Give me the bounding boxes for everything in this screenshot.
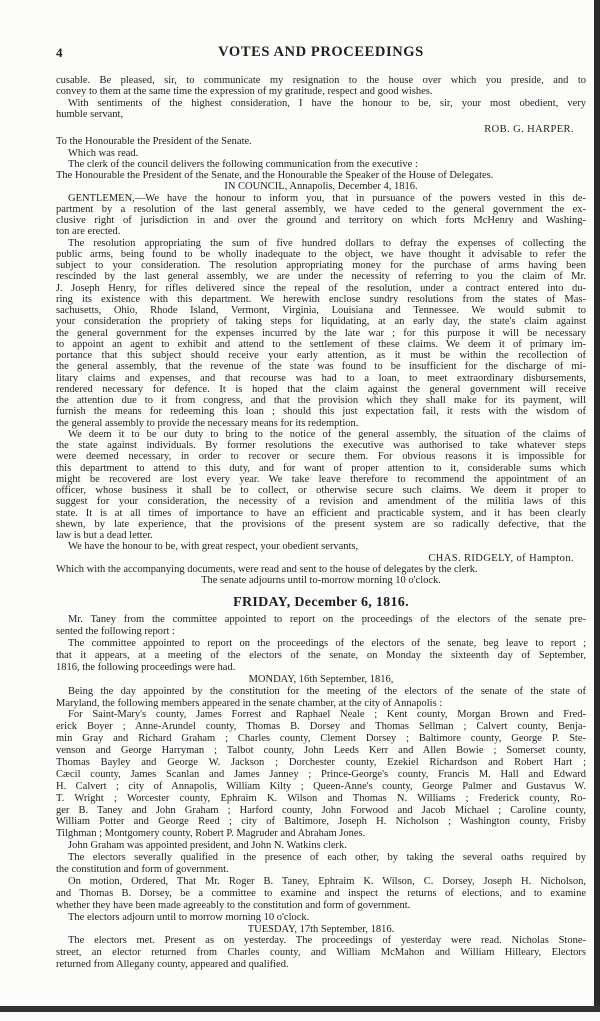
paragraph	[56, 98, 586, 121]
text-line: GENTLEMEN,—We have the honour to inform you, that in pursuance of the powers vested in this de-	[68, 192, 586, 204]
text-line: partment by a resolution of the last general assembly, we have ceded to the general government the ex-	[56, 203, 586, 215]
text-line: MONDAY, 16th September, 1816,	[248, 673, 394, 685]
paragraph	[56, 709, 586, 840]
text-line: whether they have been made agreeably to the constitution and form of government.	[56, 899, 411, 911]
paragraph	[56, 912, 586, 924]
text-line: John Graham was appointed president, and John N. Watkins clerk.	[68, 840, 347, 852]
text-line: the general government for the expenses incurred by the late war ; for this purpose it will be necessary	[56, 327, 586, 339]
text-line: returned from Allegany county, appeared and qualified.	[56, 959, 289, 971]
text-line: and Thomas B. Dorsey, be a committee to examine and inspect the returns of elections, and to examine	[56, 887, 586, 899]
text-line: sented the following report :	[56, 626, 175, 638]
text-line: ring its existence with this department. We herewith enclose sundry resolutions from the states of Mas-	[56, 293, 586, 305]
text-line: The electors severally qualified in the presence of each other, by taking the several oaths required by	[68, 852, 586, 864]
text-line: to appoint an agent to exhibit and attend to the settlement of these claims. We deem it of primary im-	[56, 338, 586, 350]
centered-line	[56, 575, 586, 586]
text-line: The clerk of the council delivers the following communication from the executive :	[68, 158, 418, 170]
section-heading	[56, 595, 586, 611]
paragraph	[56, 136, 586, 147]
paragraph	[56, 541, 586, 552]
paragraph	[56, 876, 586, 912]
text-line: the constitution and form of government.	[56, 864, 229, 876]
centered-line	[56, 181, 586, 192]
text-line: The Honourable the President of the Senate, and the Honourable the Speaker of the House of Delegates.	[56, 170, 494, 181]
running-title: VOTES AND PROCEEDINGS	[218, 44, 424, 60]
text-line: min Gray and Richard Graham ; Charles county, Clement Dorsey ; Baltimore county, George P. Ste-	[56, 733, 586, 745]
text-line: the general assembly, that the revenue of the state was found to be insufficient for the discharge of mi-	[56, 361, 586, 373]
scan-edge-right	[594, 0, 600, 1012]
text-line: the general assembly to provide the necessary means for its redemption.	[56, 417, 359, 429]
text-line: ROB. G. HARPER.	[484, 124, 574, 135]
text-line: Being the day appointed by the constitution for the meeting of the electors of the senate of the state of	[68, 685, 586, 697]
page-header	[56, 44, 586, 62]
paragraph	[56, 638, 586, 674]
centered-line	[56, 924, 586, 936]
text-line: ton are erected.	[56, 226, 121, 238]
text-line: Maryland, the following members appeared in the senate chamber, at the city of Annapolis :	[56, 697, 443, 709]
text-line: that it appears, at a meeting of the electors of the senate, on Monday the sixteenth day of September,	[56, 649, 586, 661]
paragraph	[56, 840, 586, 852]
text-line: H. Calvert ; city of Annapolis, William Kilty ; Queen-Anne's county, George Palmer and Gustavus W.	[56, 780, 586, 792]
paragraph	[56, 614, 586, 638]
document-body	[56, 75, 586, 971]
text-line: 1816, the following proceedings were had.	[56, 661, 236, 673]
signature	[56, 124, 586, 135]
paragraph	[56, 148, 586, 159]
text-line: The resolution appropriating the sum of five hundred dollars to defray the expenses of collecting the	[68, 237, 586, 249]
text-line: Mr. Taney from the committee appointed to report on the proceedings of the electors of the senate pre-	[68, 614, 586, 626]
text-line: street, an elector returned from Charles county, and William McMahon and William Hilleary, Electors	[56, 947, 586, 959]
text-line: We have the honour to be, with great respect, your obedient servants,	[68, 541, 359, 553]
text-line: We deem it to be our duty to bring to the notice of the general assembly, the situation of the claims of	[68, 428, 586, 440]
paragraph	[56, 193, 586, 238]
text-line: Cæcil county, James Scanlan and James Janney ; Prince-George's county, Francis M. Hall and Edward	[56, 768, 586, 780]
page-number: 4	[56, 45, 63, 60]
paragraph	[56, 170, 586, 181]
paragraph	[56, 686, 586, 710]
text-line: sachusetts, Ohio, Rhode Island, Vermont, Virginia, Louisiana and Tennessee. We would submit to	[56, 305, 586, 316]
text-line: your consideration the propriety of taking steps for liquidating, at an early day, the state's claim against	[56, 316, 586, 328]
text-line: FRIDAY, December 6, 1816.	[233, 595, 409, 611]
text-line: law is but a dead letter.	[56, 530, 153, 541]
text-line: rendered necessary for defence. It is hoped that the claim against the general government will receive	[56, 383, 586, 395]
scan-edge-bottom	[0, 1006, 600, 1012]
signature	[56, 553, 586, 564]
text-line: suggest for your consideration, the necessity of a revision and amendment of the militia laws of this	[56, 496, 586, 508]
paragraph	[56, 564, 586, 575]
paragraph	[56, 935, 586, 971]
text-line: To the Honourable the President of the Senate.	[56, 136, 252, 148]
text-line: William Potter and George Reed ; city of Baltimore, Joseph H. Nicholson ; Washington county, Frisby	[56, 816, 586, 828]
text-line: CHAS. RIDGELY, of Hampton.	[428, 552, 574, 564]
paragraph	[56, 159, 586, 170]
text-line: shewn, by late experience, that the provisions of the present system are so radically defective, that the	[56, 518, 586, 530]
text-line: Which was read.	[68, 147, 139, 159]
text-line: state. It is at all times of importance to have an efficient and practicable system, and it has been clearly	[56, 507, 586, 519]
text-line: The senate adjourns until to-morrow morning 10 o'clock.	[201, 575, 441, 586]
text-line: Thomas Bayley and George W. Jackson ; Dorchester county, Ezekiel Richardson and Robert Hart ;	[56, 757, 586, 768]
text-line: humble servant,	[56, 108, 124, 120]
text-line: were deemed necessary, in order to recover or secure them. For obvious reasons it is impossible for	[56, 451, 586, 463]
text-line: rescinded by the last general assembly, we are under the necessity of referring to you the claim of Mr.	[56, 271, 586, 283]
text-line: public arms, being found to be wholly inadequate to the object, we have thought it advisable to refer the	[56, 248, 586, 260]
text-line: clusive right of jurisdiction in and over the ground and territory on which forts McHenry and Washing-	[56, 215, 586, 226]
text-line: The electors adjourn until to morrow morning 10 o'clock.	[68, 911, 310, 923]
text-line: subject to your consideration. The resolution appropriating money for the purchase of arms having been	[56, 260, 586, 271]
text-line: T. Wright ; Worcester county, Ephraim K. Wilson and Thomas N. Williams ; Frederick county, Ro-	[56, 792, 586, 804]
text-line: TUESDAY, 17th September, 1816.	[247, 923, 395, 935]
text-line: litary claims and expenses, and that recourse was had to a loan, to meet extraordinary disbursements,	[56, 372, 586, 384]
text-line: venson and George Harryman ; Talbot county, John Leeds Kerr and Allen Bowie ; Somerset county,	[56, 745, 586, 757]
text-line: IN COUNCIL, Annapolis, December 4, 1816.	[224, 181, 418, 193]
text-line: the state against individuals. By former resolutions the executive was authorised to take whatever steps	[56, 440, 586, 451]
text-line: On motion, Ordered, That Mr. Roger B. Taney, Ephraim K. Wilson, C. Dorsey, Joseph H. Nicholson,	[68, 875, 586, 887]
text-line: officer, whose business it shall be to collect, or otherwise secure such claims. We deem it proper to	[56, 485, 586, 496]
text-line: portance that this subject should receive your early attention, as it must be within the recollection of	[56, 350, 586, 361]
text-line: ger B. Taney and John Graham ; Harford county, John Forwood and Jacob Michael ; Caroline county,	[56, 804, 586, 816]
text-line: For Saint-Mary's county, James Forrest and Raphael Neale ; Kent county, Morgan Brown and Fred-	[68, 709, 586, 721]
paragraph	[56, 852, 586, 876]
text-line: cusable. Be pleased, sir, to communicate my resignation to the house over which you preside, and to	[56, 75, 586, 86]
text-line: this department to attend to this duty, and for want of proper attention to it, considerable sums which	[56, 462, 586, 474]
paragraph	[56, 238, 586, 429]
text-line: J. Joseph Henry, for rifles delivered since the repeal of the resolution, under a contract entered into du-	[56, 282, 586, 294]
text-line: the attention due to it from congress, and that the provision which they shall make for its payment, will	[56, 395, 586, 406]
text-line: might be recovered are lost every year. We take leave therefore to recommend the appointment of an	[56, 473, 586, 485]
text-line: convey to them at the same time the expression of my gratitude, respect and good wishes.	[56, 86, 433, 98]
text-line: With sentiments of the highest consideration, I have the honour to be, sir, your most obedient, very	[68, 97, 586, 109]
text-line: Tilghman ; Montgomery county, Robert P. Magruder and Abraham Jones.	[56, 828, 366, 840]
text-line: The electors met. Present as on yesterday. The proceedings of yesterday were read. Nicholas Stone-	[68, 935, 586, 947]
text-line: furnish the means for redeeming this loan ; should this just expectation fail, it rests with the wisdom of	[56, 406, 586, 418]
centered-line	[56, 674, 586, 686]
text-line: erick Boyer ; Anne-Arundel county, Thomas B. Dorsey and Thomas Sellman ; Calvert county, Benja-	[56, 721, 586, 733]
paragraph	[56, 429, 586, 542]
text-line: The committee appointed to report on the proceedings of the electors of the senate, beg leave to report ;	[68, 638, 586, 650]
paragraph	[56, 75, 586, 98]
text-line: Which with the accompanying documents, were read and sent to the house of delegates by the clerk.	[56, 563, 478, 575]
